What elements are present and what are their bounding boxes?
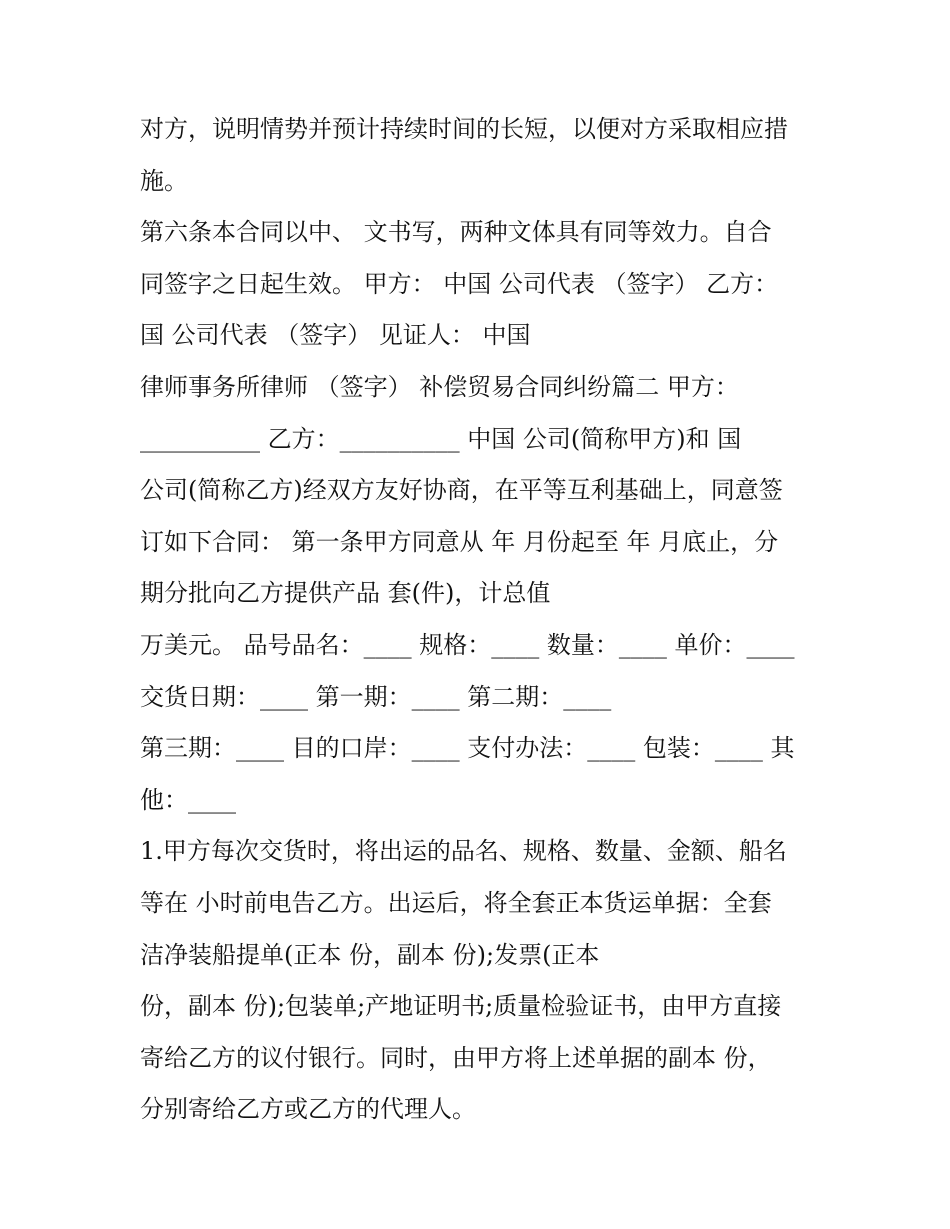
text-line: 1.甲方每次交货时，将出运的品名、规格、数量、金额、船名 (140, 837, 787, 866)
document-body (140, 104, 820, 1136)
text-line: 公司(简称乙方)经双方友好协商，在平等互利基础上，同意签 (140, 476, 783, 505)
text-line: 交货日期：____ 第一期：____ 第二期：____ (140, 682, 612, 711)
text-line: 寄给乙方的议付银行。同时，由甲方将上述单据的副本 份， (140, 1043, 772, 1072)
text-line: 份，副本 份);包装单;产地证明书;质量检验证书，由甲方直接 (140, 992, 782, 1021)
text-line: 他：____ (140, 785, 236, 814)
text-line: 期分批向乙方提供产品 套(件)，计总值 (140, 579, 551, 608)
text-line: 对方，说明情势并预计持续时间的长短，以便对方采取相应措 (140, 115, 788, 143)
text-line: __________ 乙方：__________ 中国 公司(简称甲方)和 国 (140, 424, 742, 453)
text-line: 同签字之日起生效。 甲方： 中国 公司代表 （签字） 乙方： (140, 269, 779, 298)
text-line: 订如下合同： 第一条甲方同意从 年 月份起至 年 月底止，分 (140, 527, 779, 556)
text-line: 律师事务所律师 （签字） 补偿贸易合同纠纷篇二 甲方： (140, 372, 739, 401)
text-line: 等在 小时前电告乙方。出运后，将全套正本货运单据：全套 (140, 888, 772, 917)
text-line: 第六条本合同以中、 文书写，两种文体具有同等效力。自合 (140, 218, 772, 247)
text-line: 洁净装船提单(正本 份，副本 份);发票(正本 (140, 940, 600, 969)
text-line: 第三期：____ 目的口岸：____ 支付办法：____ 包装：____ 其 (140, 734, 795, 763)
text-line: 分别寄给乙方或乙方的代理人。 (140, 1095, 476, 1124)
text-line: 施。 (140, 166, 188, 195)
text-line: 万美元。 品号品名：____ 规格：____ 数量：____ 单价：____ (140, 630, 795, 659)
text-line: 国 公司代表 （签字） 见证人： 中国 (140, 321, 531, 350)
